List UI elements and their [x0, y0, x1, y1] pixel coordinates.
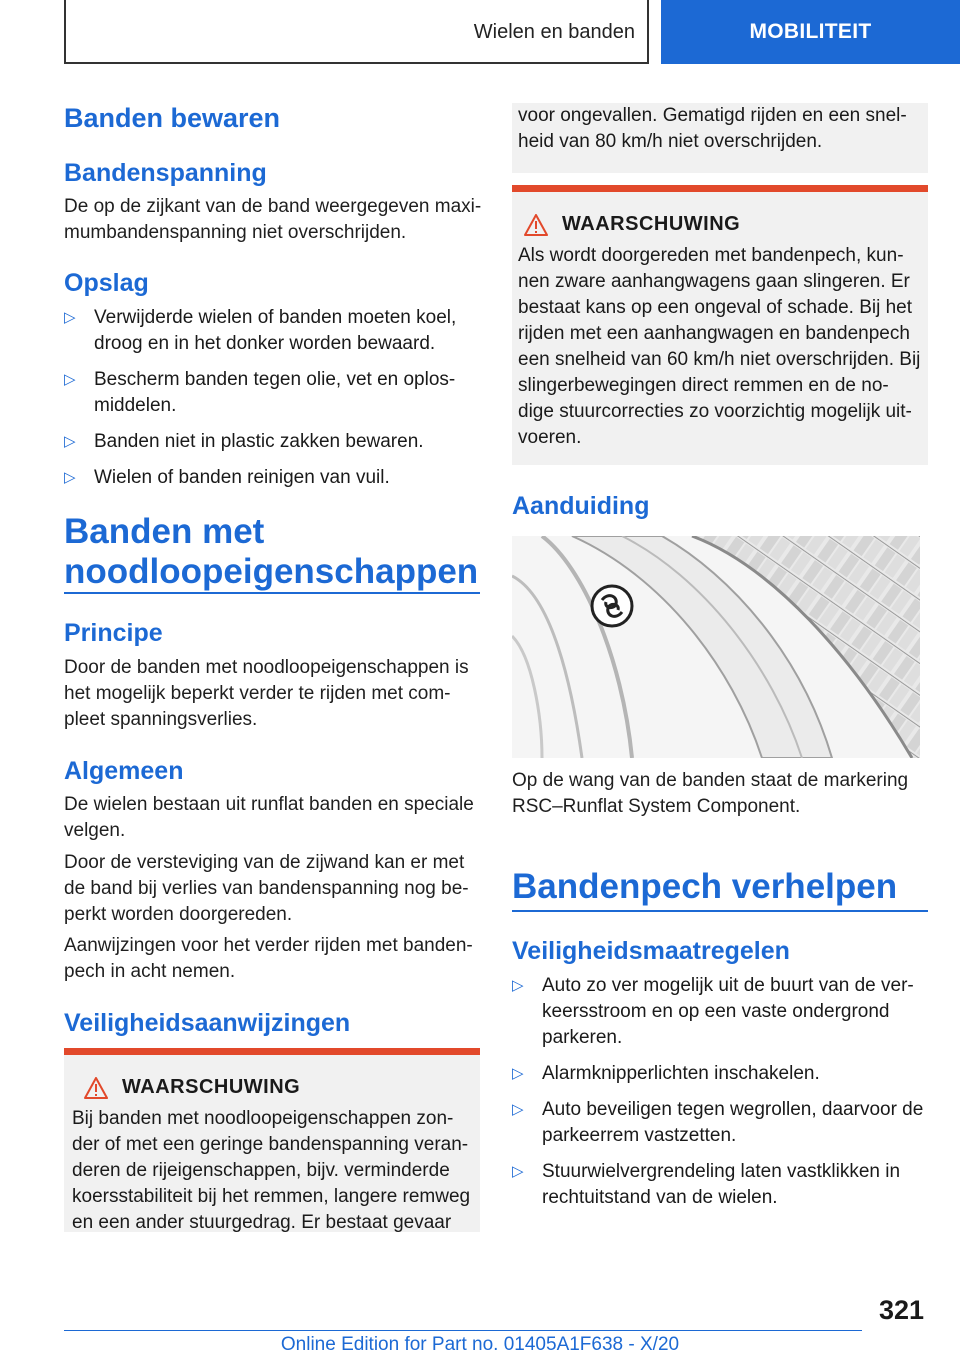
triangle-bullet-icon: ▷	[64, 469, 76, 486]
warning-box-continued	[512, 103, 928, 173]
warning-triangle-icon	[524, 214, 548, 236]
paragraph-algemeen-3: Aanwijzingen voor het verder rijden met banden- pech in acht nemen.	[64, 935, 473, 982]
footer-edition-link[interactable]: Online Edition for Part no. 01405A1F638 - X/20	[280, 1334, 680, 1355]
heading-banden-met-noodloop: Banden met noodloopeigenschappen	[64, 512, 479, 591]
list-item: ▷ Alarmknipperlichten inschakelen.	[512, 1061, 932, 1087]
list-opslag	[64, 305, 484, 501]
triangle-bullet-icon: ▷	[64, 309, 76, 326]
list-item: ▷ Verwijderde wielen of banden moeten koel, droog en in het donker worden bewaard.	[64, 307, 457, 354]
triangle-bullet-icon: ▷	[512, 1065, 524, 1082]
triangle-bullet-icon: ▷	[512, 977, 524, 994]
paragraph-principe: Door de banden met noodloopeigenschappen is het mogelijk beperkt verder te rijden met com- pleet spanningsverlies.	[64, 657, 469, 730]
list-item: ▷ Bescherm banden tegen olie, vet en oplos- middelen.	[64, 369, 456, 416]
triangle-bullet-icon: ▷	[512, 1101, 524, 1118]
warning-text: Bij banden met noodloopeigenschappen zon- der of met een geringe bandenspanning veran- deren de rijeigenschappen, bijv. verminderde koersstabiliteit bij het remmen, langere remweg en een ander stuurgedrag. Er bestaat gevaar	[72, 1108, 471, 1233]
heading-bandenspanning: Bandenspanning	[64, 159, 267, 187]
heading-algemeen: Algemeen	[64, 757, 184, 785]
warning-box-right	[512, 185, 928, 465]
triangle-bullet-icon: ▷	[64, 433, 76, 450]
heading-principe: Principe	[64, 619, 163, 647]
paragraph-bandenspanning: De op de zijkant van de band weergegeven maxi- mumbandenspanning niet overschrijden.	[64, 196, 482, 243]
triangle-bullet-icon: ▷	[512, 1163, 524, 1180]
list-veiligheidsmaatregelen	[512, 973, 932, 1221]
heading-aanduiding: Aanduiding	[512, 492, 650, 520]
tire-marking-illustration	[512, 536, 920, 758]
list-item: ▷ Banden niet in plastic zakken bewaren.	[64, 429, 484, 455]
warning-text: Als wordt doorgereden met bandenpech, kun- nen zware aanhangwagens gaan slingeren. Er bestaat kans op een ongeval of schade. Bij het rijden met een aanhangwagen en bandenpech een snelheid van 60 km/h niet overschrijden. Bij slingerbewegingen direct remmen en de no- dige stuurcorrecties zo voorzichtig mogelijk uit- voeren.	[518, 245, 921, 448]
paragraph-aanduiding: Op de wang van de banden staat de markering RSC–Runflat System Component.	[512, 770, 909, 817]
heading-bandenpech-verhelpen: Bandenpech verhelpen	[512, 867, 898, 906]
page-number: 321	[878, 1295, 924, 1325]
list-item: ▷ Auto beveiligen tegen wegrollen, daarvoor de parkeerrem vastzetten.	[512, 1099, 924, 1146]
warning-text: voor ongevallen. Gematigd rijden en een snel- heid van 80 km/h niet overschrijden.	[518, 105, 907, 152]
warning-title: WAARSCHUWING	[84, 1076, 300, 1099]
warning-box-left	[64, 1048, 480, 1232]
footer-rule	[64, 1330, 862, 1331]
heading-opslag: Opslag	[64, 269, 149, 297]
header-chapter-tab[interactable]: MOBILITEIT	[661, 0, 960, 64]
paragraph-algemeen-1: De wielen bestaan uit runflat banden en speciale velgen.	[64, 794, 474, 841]
heading-rule	[512, 910, 928, 912]
warning-bar	[512, 185, 928, 192]
tire-sidewall-image	[512, 536, 920, 758]
paragraph-algemeen-2: Door de versteviging van de zijwand kan er met de band bij verlies van bandenspanning nog be- perkt worden doorgereden.	[64, 852, 469, 925]
warning-title: WAARSCHUWING	[524, 213, 740, 236]
list-item: ▷ Stuurwielvergrendeling laten vastklikken in rechtuitstand van de wielen.	[512, 1161, 901, 1208]
heading-veiligheidsaanwijzingen: Veiligheidsaanwijzingen	[64, 1009, 351, 1037]
warning-triangle-icon	[84, 1077, 108, 1099]
heading-veiligheidsmaatregelen: Veiligheidsmaatregelen	[512, 937, 790, 965]
list-item: ▷ Auto zo ver mogelijk uit de buurt van de ver- keersstroom en op een vaste ondergrond parkeren.	[512, 975, 914, 1048]
list-item: ▷ Wielen of banden reinigen van vuil.	[64, 465, 484, 491]
triangle-bullet-icon: ▷	[64, 371, 76, 388]
warning-bar	[64, 1048, 480, 1055]
header-section-title: Wielen en banden	[473, 20, 635, 43]
heading-rule	[64, 592, 480, 594]
heading-banden-bewaren: Banden bewaren	[64, 103, 281, 133]
